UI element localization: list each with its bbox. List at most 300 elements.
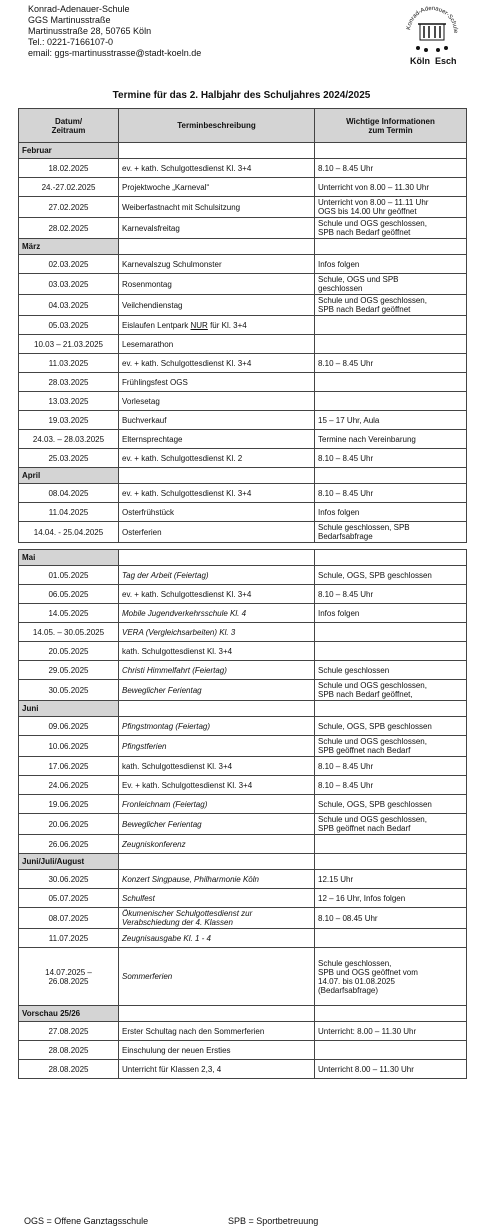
description-cell <box>119 1060 315 1079</box>
date-cell <box>19 642 119 661</box>
description-text: Elternsprechtage <box>122 434 183 444</box>
date-cell <box>19 178 119 197</box>
description-text: Buchverkauf <box>122 415 167 425</box>
info-cell <box>315 178 467 197</box>
date-text: 30.05.2025 <box>48 685 89 695</box>
section-empty-cell <box>119 854 315 870</box>
info-cell <box>315 373 467 392</box>
info-text: Infos folgen <box>318 507 360 517</box>
info-text: Schule und OGS geschlossen, <box>318 219 427 228</box>
date-text: 19.03.2025 <box>48 415 89 425</box>
description-cell <box>119 604 315 623</box>
date-cell <box>19 373 119 392</box>
date-text: 29.05.2025 <box>48 665 89 675</box>
info-cell <box>315 218 467 239</box>
date-text: 13.03.2025 <box>48 396 89 406</box>
section-empty-cell <box>119 143 315 159</box>
section-row <box>19 701 467 717</box>
description-cell <box>119 585 315 604</box>
date-text: 19.06.2025 <box>48 799 89 809</box>
description-text: ev. + kath. Schulgottesdienst Kl. 3+4 <box>122 589 252 599</box>
info-cell <box>315 835 467 854</box>
info-text-2: SPB nach Bedarf geöffnet <box>318 228 411 237</box>
date-cell <box>19 522 119 543</box>
description-cell <box>119 948 315 1006</box>
date-cell <box>19 929 119 948</box>
table-row <box>19 255 467 274</box>
description-cell <box>119 449 315 468</box>
date-cell <box>19 411 119 430</box>
table-row <box>19 178 467 197</box>
date-cell <box>19 430 119 449</box>
info-cell <box>315 316 467 335</box>
info-text: Schule, OGS, SPB geschlossen <box>318 570 432 580</box>
date-text: 26.06.2025 <box>48 839 89 849</box>
info-text-2: SPB und OGS geöffnet vom <box>318 967 418 977</box>
date-cell <box>19 776 119 795</box>
info-cell <box>315 929 467 948</box>
description-text: ev. + kath. Schulgottesdienst Kl. 3+4 <box>122 358 252 368</box>
section-label: April <box>19 468 119 484</box>
table-header-row <box>19 109 467 143</box>
description-cell <box>119 717 315 736</box>
description-cell <box>119 354 315 373</box>
info-cell <box>315 197 467 218</box>
date-text: 10.03 – 21.03.2025 <box>34 339 103 349</box>
description-text: Frühlingsfest OGS <box>122 377 188 387</box>
date-text: 27.08.2025 <box>48 1026 89 1036</box>
date-text: 30.06.2025 <box>48 874 89 884</box>
section-empty-cell <box>315 701 467 717</box>
info-cell <box>315 623 467 642</box>
table-row <box>19 795 467 814</box>
date-text: 14.07.2025 – <box>45 967 92 977</box>
table-row <box>19 661 467 680</box>
description-cell <box>119 159 315 178</box>
date-text: 28.08.2025 <box>48 1064 89 1074</box>
table-row <box>19 197 467 218</box>
date-cell <box>19 1060 119 1079</box>
date-cell <box>19 316 119 335</box>
info-text: Unterricht 8.00 – 11.30 Uhr <box>318 1064 414 1074</box>
description-cell <box>119 274 315 295</box>
description-cell <box>119 255 315 274</box>
description-cell <box>119 889 315 908</box>
table-row <box>19 316 467 335</box>
info-text: Unterricht von 8.00 – 11.30 Uhr <box>318 182 430 192</box>
table-row <box>19 736 467 757</box>
date-cell <box>19 795 119 814</box>
info-text: 8.10 – 8.45 Uhr <box>318 163 374 173</box>
description-cell <box>119 870 315 889</box>
info-cell <box>315 159 467 178</box>
info-cell <box>315 1022 467 1041</box>
section-empty-cell <box>315 239 467 255</box>
info-text-2: SPB nach Bedarf geöffnet <box>318 305 411 314</box>
date-cell <box>19 948 119 1006</box>
info-text: Infos folgen <box>318 608 360 618</box>
description-cell <box>119 430 315 449</box>
section-row <box>19 854 467 870</box>
description-text: Weiberfastnacht mit Schulsitzung <box>122 202 241 212</box>
school-ggs: GGS Martinusstraße <box>28 15 111 25</box>
school-address: Martinusstraße 28, 50765 Köln <box>28 26 152 36</box>
description-cell <box>119 661 315 680</box>
info-cell <box>315 1041 467 1060</box>
table-row <box>19 776 467 795</box>
description-text-2: Verabschiedung der 4. Klassen <box>122 918 233 927</box>
date-text: 18.02.2025 <box>48 163 89 173</box>
section-empty-cell <box>119 239 315 255</box>
description-text: Karnevalszug Schulmonster <box>122 259 222 269</box>
description-cell <box>119 197 315 218</box>
date-cell <box>19 354 119 373</box>
info-cell <box>315 1060 467 1079</box>
date-cell <box>19 1022 119 1041</box>
description-text: Mobile Jugendverkehrsschule Kl. 4 <box>122 608 247 618</box>
date-cell <box>19 661 119 680</box>
description-text: VERA (Vergleichsarbeiten) Kl. 3 <box>122 627 236 637</box>
info-cell <box>315 335 467 354</box>
table-row <box>19 503 467 522</box>
date-cell <box>19 503 119 522</box>
date-cell <box>19 197 119 218</box>
info-cell <box>315 354 467 373</box>
table-row <box>19 1022 467 1041</box>
date-cell <box>19 566 119 585</box>
description-text: Ev. + kath. Schulgottesdienst Kl. 3+4 <box>122 780 253 790</box>
section-label: Juni/Juli/August <box>19 854 119 870</box>
description-text: Pfingstmontag (Feiertag) <box>122 721 211 731</box>
date-text: 27.02.2025 <box>48 202 89 212</box>
description-cell <box>119 908 315 929</box>
date-cell <box>19 218 119 239</box>
info-cell <box>315 484 467 503</box>
table-row <box>19 274 467 295</box>
section-label: Juni <box>19 701 119 717</box>
description-text: Ökumenischer Schulgottesdienst zur <box>122 909 253 918</box>
date-text: 20.05.2025 <box>48 646 89 656</box>
date-cell <box>19 255 119 274</box>
section-row <box>19 550 467 566</box>
header-description: Terminbeschreibung <box>119 109 315 143</box>
info-cell <box>315 522 467 543</box>
table-row <box>19 889 467 908</box>
description-text: Osterfrühstück <box>122 507 175 517</box>
info-cell <box>315 948 467 1006</box>
description-text: Tag der Arbeit (Feiertag) <box>122 570 209 580</box>
info-text-2: SPB nach Bedarf geöffnet, <box>318 690 413 699</box>
date-text: 24.-27.02.2025 <box>41 182 96 192</box>
date-text: 11.03.2025 <box>48 358 89 368</box>
date-text: 24.06.2025 <box>48 780 89 790</box>
info-text: 12 – 16 Uhr, Infos folgen <box>318 893 406 903</box>
section-row <box>19 468 467 484</box>
description-cell <box>119 736 315 757</box>
info-cell <box>315 295 467 316</box>
section-row <box>19 1006 467 1022</box>
info-text: Schule und OGS geschlossen, <box>318 815 427 824</box>
info-cell <box>315 776 467 795</box>
info-text-2: Bedarfsabfrage <box>318 532 373 541</box>
schedule-table <box>18 108 467 1079</box>
date-cell <box>19 392 119 411</box>
table-row <box>19 1041 467 1060</box>
description-text: kath. Schulgottesdienst Kl. 3+4 <box>122 646 233 656</box>
description-text: Beweglicher Ferientag <box>122 685 202 695</box>
header-info-line1: Wichtige Informationen <box>346 116 435 126</box>
description-text: Beweglicher Ferientag <box>122 819 202 829</box>
table-row <box>19 159 467 178</box>
table-row <box>19 870 467 889</box>
description-cell <box>119 335 315 354</box>
description-cell <box>119 757 315 776</box>
date-cell <box>19 274 119 295</box>
info-text-2: OGS bis 14.00 Uhr geöffnet <box>318 207 417 216</box>
description-text: Karnevalsfreitag <box>122 223 180 233</box>
description-cell <box>119 522 315 543</box>
info-cell <box>315 392 467 411</box>
description-cell <box>119 835 315 854</box>
header-date-line1: Datum/ <box>54 116 83 126</box>
info-text: Schule geschlossen, <box>318 958 392 968</box>
description-cell <box>119 1041 315 1060</box>
date-text: 14.05. – 30.05.2025 <box>32 627 105 637</box>
table-row <box>19 411 467 430</box>
logo-right-text: Esch <box>435 56 457 66</box>
description-text: Zeugnisausgabe Kl. 1 - 4 <box>122 933 211 943</box>
spacer-cell <box>19 543 467 550</box>
description-cell <box>119 680 315 701</box>
info-cell <box>315 255 467 274</box>
info-text: 8.10 – 8.45 Uhr <box>318 453 374 463</box>
description-cell <box>119 566 315 585</box>
description-cell <box>119 373 315 392</box>
footer-legend <box>24 1216 464 1226</box>
description-text: Unterricht für Klassen 2,3, 4 <box>122 1064 222 1074</box>
header-date <box>19 109 119 143</box>
date-text: 04.03.2025 <box>48 300 89 310</box>
info-text-2: SPB geöffnet nach Bedarf <box>318 824 411 833</box>
table-row <box>19 929 467 948</box>
school-logo-icon <box>404 4 460 68</box>
section-label: März <box>19 239 119 255</box>
info-cell <box>315 566 467 585</box>
date-cell <box>19 757 119 776</box>
section-empty-cell <box>119 1006 315 1022</box>
date-cell <box>19 449 119 468</box>
table-row <box>19 835 467 854</box>
table-row <box>19 948 467 1006</box>
info-text: Unterricht von 8.00 – 11.11 Uhr <box>318 198 429 207</box>
info-text: Infos folgen <box>318 259 360 269</box>
section-label: Februar <box>19 143 119 159</box>
info-cell <box>315 642 467 661</box>
date-text: 28.03.2025 <box>48 377 89 387</box>
date-cell <box>19 835 119 854</box>
date-text: 20.06.2025 <box>48 819 89 829</box>
info-text: Schule, OGS, SPB geschlossen <box>318 799 432 809</box>
date-cell <box>19 908 119 929</box>
info-text: 12.15 Uhr <box>318 874 354 884</box>
svg-text:Konrad-Adenauer-Schule <box>406 6 458 34</box>
table-row <box>19 218 467 239</box>
info-text: 8.10 – 08.45 Uhr <box>318 913 378 923</box>
info-cell <box>315 585 467 604</box>
date-text: 14.05.2025 <box>48 608 89 618</box>
description-text: Schulfest <box>122 893 155 903</box>
info-cell <box>315 503 467 522</box>
description-cell <box>119 623 315 642</box>
description-cell <box>119 218 315 239</box>
date-cell <box>19 870 119 889</box>
date-text: 11.07.2025 <box>48 933 89 943</box>
info-text-4: (Bedarfsabfrage) <box>318 985 379 995</box>
info-cell <box>315 274 467 295</box>
info-cell <box>315 680 467 701</box>
info-text: Schule und OGS geschlossen, <box>318 681 427 690</box>
section-row <box>19 143 467 159</box>
description-cell <box>119 1022 315 1041</box>
info-text: 8.10 – 8.45 Uhr <box>318 589 374 599</box>
description-text: Osterferien <box>122 527 162 537</box>
date-text: 09.06.2025 <box>48 721 89 731</box>
date-cell <box>19 889 119 908</box>
description-text: ev. + kath. Schulgottesdienst Kl. 3+4 <box>122 163 252 173</box>
school-header <box>28 4 201 59</box>
description-cell <box>119 795 315 814</box>
info-text: 8.10 – 8.45 Uhr <box>318 488 374 498</box>
table-row <box>19 449 467 468</box>
date-cell <box>19 623 119 642</box>
description-text: ev. + kath. Schulgottesdienst Kl. 2 <box>122 453 243 463</box>
table-row <box>19 680 467 701</box>
date-cell <box>19 159 119 178</box>
footer-ogs: OGS = Offene Ganztagsschule <box>24 1216 149 1226</box>
description-text: Eislaufen Lentpark <box>122 320 191 330</box>
description-cell <box>119 411 315 430</box>
table-row <box>19 585 467 604</box>
description-text: Konzert Singpause, Philharmonie Köln <box>122 874 259 884</box>
info-text: Termine nach Vereinbarung <box>318 434 416 444</box>
description-cell <box>119 316 315 335</box>
info-text-3: 14.07. bis 01.08.2025 <box>318 976 395 986</box>
section-empty-cell <box>315 1006 467 1022</box>
table-row <box>19 814 467 835</box>
info-text: 8.10 – 8.45 Uhr <box>318 358 374 368</box>
description-cell <box>119 642 315 661</box>
school-phone: Tel.: 0221-7166107-0 <box>28 37 114 47</box>
section-empty-cell <box>315 854 467 870</box>
description-text: Projektwoche „Karneval“ <box>122 182 210 192</box>
info-text: Unterricht: 8.00 – 11.30 Uhr <box>318 1026 417 1036</box>
date-cell <box>19 295 119 316</box>
date-text: 28.08.2025 <box>48 1045 89 1055</box>
info-text: Schule, OGS und SPB <box>318 275 399 284</box>
logo-top-text: Konrad-Adenauer-Schule <box>406 5 459 34</box>
description-cell <box>119 484 315 503</box>
description-text: Christi Himmelfahrt (Feiertag) <box>122 665 227 675</box>
date-cell <box>19 335 119 354</box>
date-cell <box>19 736 119 757</box>
info-cell <box>315 814 467 835</box>
date-text: 14.04. - 25.04.2025 <box>33 527 104 537</box>
description-text: Lesemarathon <box>122 339 174 349</box>
description-text: Veilchendienstag <box>122 300 183 310</box>
date-text: 08.04.2025 <box>48 488 89 498</box>
date-text: 10.06.2025 <box>48 741 89 751</box>
description-emphasis: NUR <box>190 320 208 330</box>
table-row <box>19 908 467 929</box>
document-title: Termine für das 2. Halbjahr des Schuljahres 2024/2025 <box>112 90 371 101</box>
date-cell <box>19 484 119 503</box>
description-cell <box>119 776 315 795</box>
table-row <box>19 522 467 543</box>
info-cell <box>315 870 467 889</box>
info-cell <box>315 411 467 430</box>
table-row <box>19 392 467 411</box>
date-text: 17.06.2025 <box>48 761 89 771</box>
footer-spb: SPB = Sportbetreuung <box>228 1216 319 1226</box>
school-email: email: ggs-martinusstrasse@stadt-koeln.de <box>28 48 202 58</box>
info-text: 15 – 17 Uhr, Aula <box>318 415 380 425</box>
table-row <box>19 354 467 373</box>
info-text: Schule und OGS geschlossen, <box>318 296 427 305</box>
date-text: 11.04.2025 <box>48 507 89 517</box>
date-cell <box>19 604 119 623</box>
table-row <box>19 373 467 392</box>
header-info <box>315 109 467 143</box>
description-text: kath. Schulgottesdienst Kl. 3+4 <box>122 761 233 771</box>
date-text: 28.02.2025 <box>48 223 89 233</box>
table-row <box>19 335 467 354</box>
section-empty-cell <box>315 550 467 566</box>
description-cell <box>119 503 315 522</box>
section-empty-cell <box>119 550 315 566</box>
table-row <box>19 295 467 316</box>
section-empty-cell <box>315 468 467 484</box>
info-text: Schule geschlossen, SPB <box>318 523 410 532</box>
header-date-line2: Zeitraum <box>51 125 86 135</box>
description-text-after: für Kl. 3+4 <box>207 320 247 330</box>
date-text: 03.03.2025 <box>48 279 89 289</box>
description-cell <box>119 295 315 316</box>
description-text: Erster Schultag nach den Sommerferien <box>122 1026 265 1036</box>
date-cell <box>19 814 119 835</box>
date-cell <box>19 717 119 736</box>
section-empty-cell <box>119 468 315 484</box>
info-text: 8.10 – 8.45 Uhr <box>318 761 374 771</box>
info-cell <box>315 604 467 623</box>
schedule-body <box>19 143 467 1079</box>
date-text: 24.03. – 28.03.2025 <box>32 434 105 444</box>
info-cell <box>315 889 467 908</box>
info-cell <box>315 430 467 449</box>
info-cell <box>315 795 467 814</box>
table-row <box>19 566 467 585</box>
date-text: 05.03.2025 <box>48 320 89 330</box>
table-row <box>19 484 467 503</box>
info-text: Schule geschlossen <box>318 665 390 675</box>
table-row <box>19 1060 467 1079</box>
table-row <box>19 623 467 642</box>
section-row <box>19 239 467 255</box>
info-cell <box>315 449 467 468</box>
table-row <box>19 604 467 623</box>
header-info-line2: zum Termin <box>368 125 413 135</box>
date-text: 25.03.2025 <box>48 453 89 463</box>
date-text: 08.07.2025 <box>48 913 89 923</box>
